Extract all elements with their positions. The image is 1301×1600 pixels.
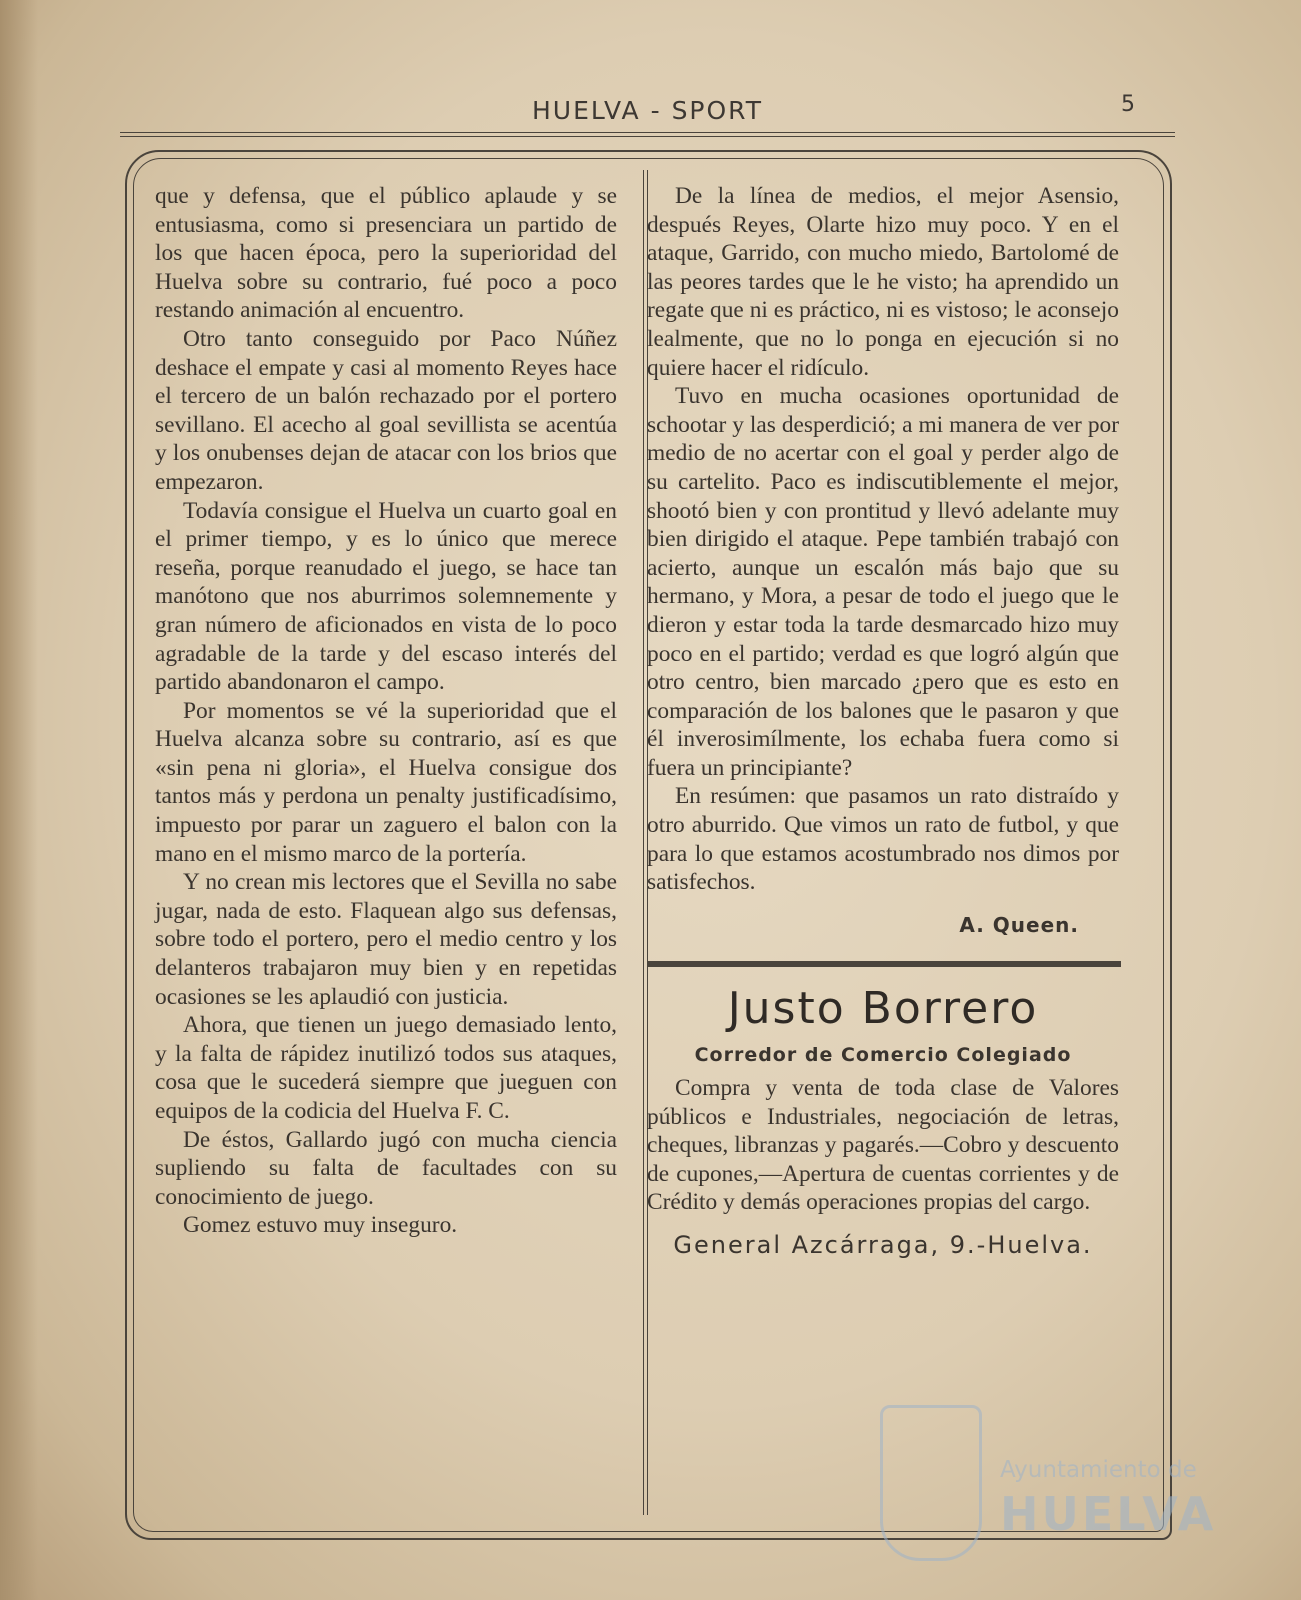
paragraph: Gomez estuvo muy inseguro. [183, 1212, 458, 1239]
advertisement-body: Compra y venta de toda clase de Valores públicos e Industriales, negociación de letras, cheques, libranzas y pagarés.—Cobro y descuento de cupones,—Apertura de cuentas corrientes y de Crédito y demás operaciones propias del cargo. [647, 1075, 1119, 1216]
header-title: HUELVA - SPORT [531, 96, 764, 125]
header-rule [120, 132, 1175, 137]
paragraph: Por momentos se vé la superioridad que el Huelva alcanza sobre su contrario, así es que «sin pena ni gloria», el Huelva consigue dos tantos más y perdona un penalty justificadísimo, impuesto por parar un zaguero el balon con la mano en el mismo marco de la portería. [155, 697, 617, 867]
watermark-line2: HUELVA [1000, 1487, 1217, 1541]
left-column [155, 182, 617, 1240]
author-signature: A. Queen. [959, 912, 1079, 937]
paragraph: De éstos, Gallardo jugó con mucha ciencia supliendo su falta de facultades con su conocimiento de juego. [155, 1126, 617, 1210]
watermark-line1: Ayuntamiento de [1000, 1457, 1197, 1483]
paragraph: De la línea de medios, el mejor Asensio, después Reyes, Olarte hizo muy poco. Y en el ataque, Garrido, con mucho miedo, Bartolomé de las peores tardes que le he visto; ha aprendido un regate que ni es práctico, ni es vistoso; le aconsejo lealmente, que no lo ponga en ejecución si no quiere hacer el ridículo. [647, 183, 1119, 381]
page-number: 5 [1121, 92, 1135, 117]
paragraph: Tuvo en mucha ocasiones oportunidad de schootar y las desperdició; a mi manera de ver por medio de no acertar con el goal y perder algo de su cartelito. Paco es indiscutiblemente el mejor, shootó bien y con prontitud y llevó adelante muy bien dirigido el ataque. Pepe también trabajó con acierto, aunque un escalón más bajo que su hermano, y Mora, a pesar de todo el juego que le dieron y estar toda la tarde desmarcado hizo muy poco en el partido; verdad es que logró algún que otro centro, bien marcado ¿pero que es esto en comparación de los balones que le pasaron y que él inverosimílmente, los echaba fuera como si fuera un principiante? [647, 383, 1119, 781]
paragraph: Todavía consigue el Huelva un cuarto goal en el primer tiempo, y es lo único que merece reseña, porque reanudado el juego, se hace tan manótono que nos aburrimos solemnemente y gran número de aficionados en vista de lo poco agradable de la tarde y del escaso interés del partido abandonaron el campo. [155, 497, 617, 696]
page-edge-shadow [0, 0, 38, 1600]
advertiser-subtitle: Corredor de Comercio Colegiado [694, 1044, 1072, 1067]
advertisement-rule [647, 961, 1121, 967]
paragraph: Y no crean mis lectores que el Sevilla no sabe jugar, nada de esto. Flaquean algo sus defensas, sobre todo el portero, pero el medio centro y los delanteros trabajaron muy bien y en repetidas ocasiones se les aplaudió con justicia. [155, 869, 617, 1010]
advertiser-address: General Azcárraga, 9.-Huelva. [673, 1231, 1093, 1259]
paragraph: que y defensa, que el público aplaude y se entusiasma, como si presenciara un partido de los que hacen época, pero la superioridad del Huelva sobre su contrario, fué poco a poco restando animación al encuentro. [155, 183, 617, 324]
paragraph: En resúmen: que pasamos un rato distraído y otro aburrido. Que vimos un rato de futbol, y que para lo que estamos acostumbrado nos dimos por satisfechos. [647, 783, 1119, 896]
advertisement [647, 983, 1119, 1259]
advertiser-name: Justo Borrero [727, 983, 1039, 1035]
page-header [120, 92, 1175, 132]
coat-of-arms-icon [880, 1405, 982, 1561]
paragraph: Otro tanto conseguido por Paco Núñez deshace el empate y casi al momento Reyes hace el tercero de un balón rechazado por el portero sevillano. El acecho al goal sevillista se acentúa y los onubenses dejan de atacar con los brios que empezaron. [155, 325, 617, 495]
article-frame [125, 150, 1172, 1540]
archive-watermark [880, 1395, 1220, 1575]
right-column [647, 182, 1119, 1260]
paragraph: Ahora, que tienen un juego demasiado lento, y la falta de rápidez inutilizó todos sus ataques, cosa que le sucederá siempre que jueguen con equipos de la codicia del Huelva F. C. [155, 1012, 617, 1124]
